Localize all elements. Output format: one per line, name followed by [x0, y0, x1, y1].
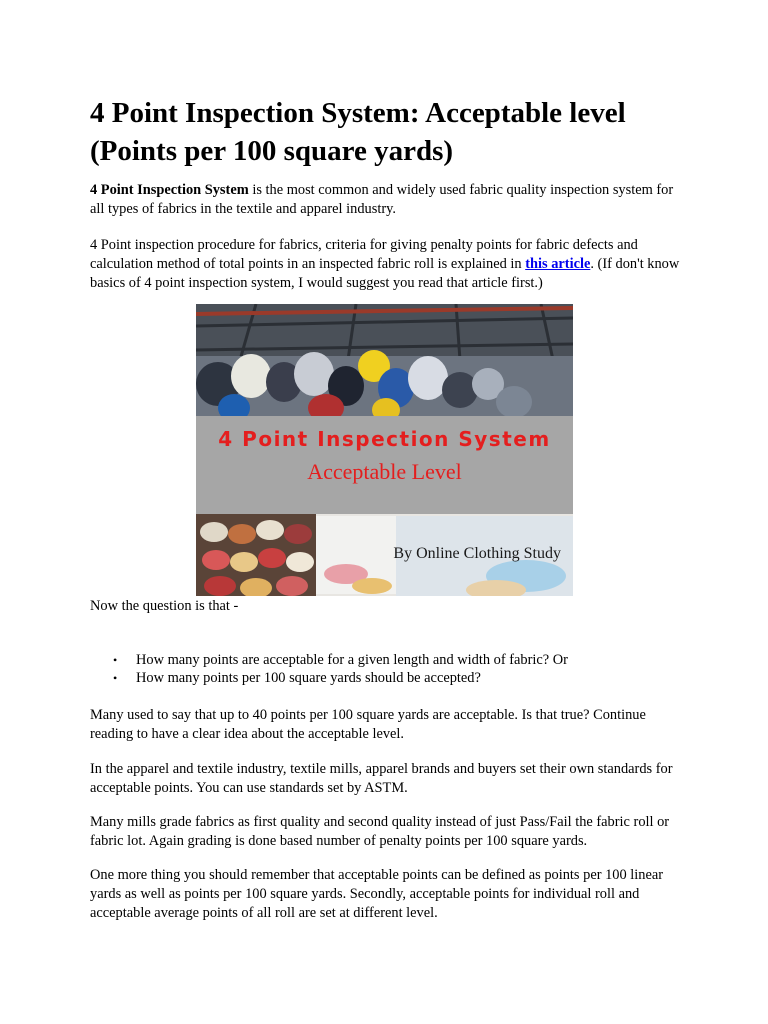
title-line-2: (Points per 100 square yards): [90, 135, 454, 167]
page-title: [90, 94, 690, 170]
this-article-link[interactable]: this article: [525, 256, 591, 272]
intro-text: is the most common and widely used fabric quality inspection system for all types of fabrics in the textile and apparel industry.: [90, 182, 674, 217]
list-item-text: How many points are acceptable for a given length and width of fabric? Or: [136, 652, 568, 668]
standards-paragraph: In the apparel and textile industry, textile mills, apparel brands and buyers set their own standards for acceptable points. You can use standards set by ASTM.: [90, 761, 673, 796]
linear-vs-square-paragraph: One more thing you should remember that acceptable points can be defined as points per 100 linear yards as well as points per 100 square yards. Secondly, acceptable points for individual roll and acceptable average points of all roll are set at different level.: [90, 867, 664, 921]
hero-credit: By Online Clothing Study: [393, 545, 561, 562]
bullet-icon: •: [113, 653, 118, 667]
hero-image: [196, 304, 573, 596]
intro-bold-term: 4 Point Inspection System: [90, 182, 249, 198]
procedure-text-after: . (If don't know basics of 4 point inspection system, I would suggest you read that article first.): [90, 256, 680, 291]
list-item: [90, 651, 680, 669]
list-item: [90, 669, 680, 687]
hero-subtitle: Acceptable Level: [307, 459, 462, 484]
grading-paragraph: Many mills grade fabrics as first quality and second quality instead of just Pass/Fail the fabric roll or fabric lot. Again grading is done based number of penalty points per 100 square yards.: [90, 814, 670, 849]
list-item-text: How many points per 100 square yards should be accepted?: [136, 670, 481, 686]
procedure-paragraph: [90, 236, 680, 293]
bullet-icon: •: [113, 671, 118, 685]
title-line-1: 4 Point Inspection System: Acceptable level: [90, 97, 626, 129]
hero-title: 4 Point Inspection System: [218, 427, 551, 451]
forty-points-paragraph: Many used to say that up to 40 points per 100 square yards are acceptable. Is that true? Continue reading to have a clear idea about the acceptable level.: [90, 707, 646, 742]
procedure-text-before: 4 Point inspection procedure for fabrics, criteria for giving penalty points for fabric defects and calculation method of total points in an inspected fabric roll is explained in: [90, 237, 638, 272]
question-intro: Now the question is that -: [90, 598, 239, 614]
intro-paragraph: [90, 181, 680, 219]
question-list: [90, 651, 680, 687]
